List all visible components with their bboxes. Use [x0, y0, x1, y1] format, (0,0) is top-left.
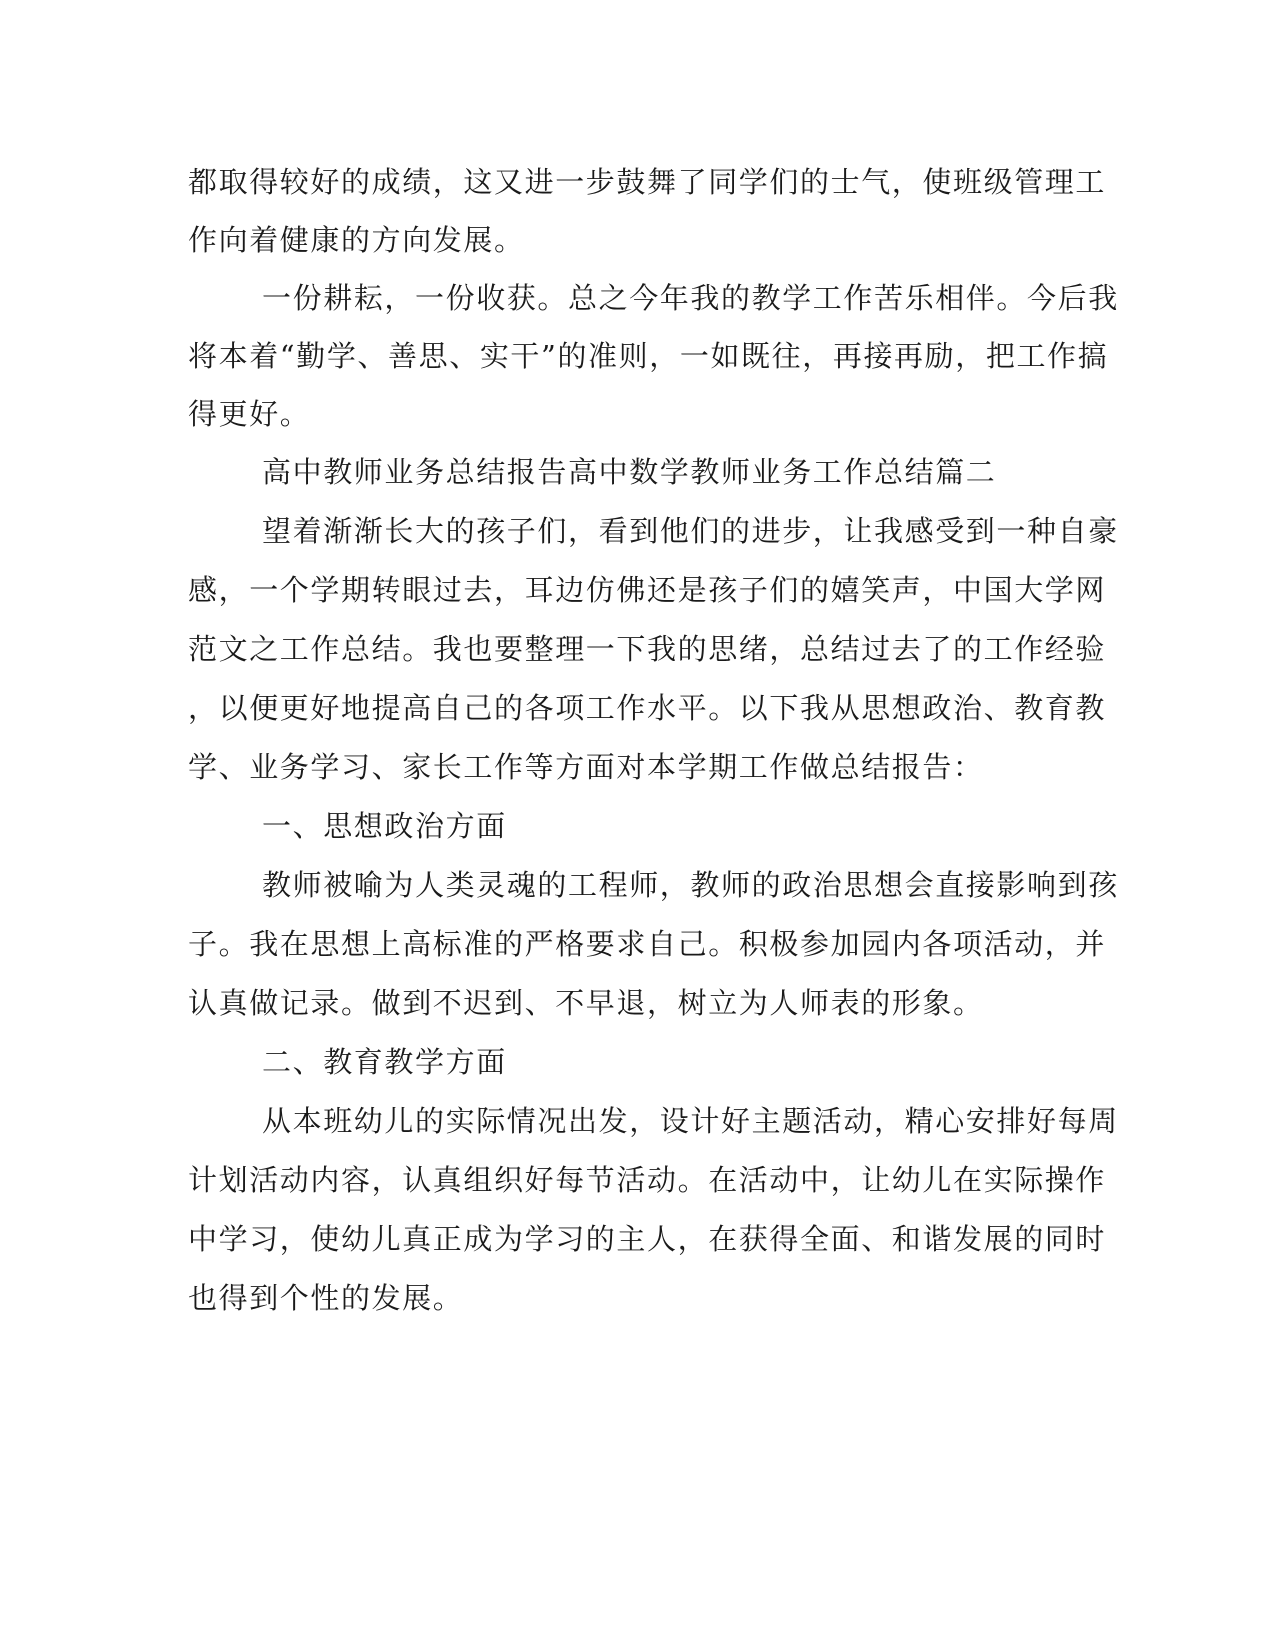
text-line: 将本着“勤学、善思、实干”的准则，一如既往，再接再励，把工作搞 — [188, 339, 1109, 373]
text-line: 学、业务学习、家长工作等方面对本学期工作做总结报告： — [188, 750, 984, 784]
text-line: 也得到个性的发展。 — [188, 1281, 464, 1315]
section-heading: 一、思想政治方面 — [262, 809, 507, 843]
text-line: 中学习，使幼儿真正成为学习的主人，在获得全面、和谐发展的同时 — [188, 1222, 1107, 1256]
text-line: 得更好。 — [188, 397, 311, 431]
text-line: 计划活动内容，认真组织好每节活动。在活动中，让幼儿在实际操作 — [188, 1163, 1107, 1197]
paragraph-start-line: 望着渐渐长大的孩子们，看到他们的进步，让我感受到一种自豪 — [262, 514, 1119, 548]
text-line: 都取得较好的成绩，这又进一步鼓舞了同学们的士气，使班级管理工 — [188, 165, 1107, 199]
text-line: 子。我在思想上高标准的严格要求自己。积极参加园内各项活动，并 — [188, 927, 1107, 961]
section-heading: 二、教育教学方面 — [262, 1045, 507, 1079]
text-line: ，以便更好地提高自己的各项工作水平。以下我从思想政治、教育教 — [188, 691, 1107, 725]
section-title: 高中教师业务总结报告高中数学教师业务工作总结篇二 — [262, 455, 997, 489]
paragraph-start-line: 一份耕耘，一份收获。总之今年我的教学工作苦乐相伴。今后我 — [262, 281, 1119, 315]
text-line: 范文之工作总结。我也要整理一下我的思绪，总结过去了的工作经验 — [188, 632, 1107, 666]
paragraph-start-line: 教师被喻为人类灵魂的工程师，教师的政治思想会直接影响到孩 — [262, 868, 1119, 902]
paragraph-start-line: 从本班幼儿的实际情况出发，设计好主题活动，精心安排好每周 — [262, 1104, 1119, 1138]
text-line: 作向着健康的方向发展。 — [188, 223, 525, 257]
text-line: 认真做记录。做到不迟到、不早退，树立为人师表的形象。 — [188, 986, 984, 1020]
text-line: 感，一个学期转眼过去，耳边仿佛还是孩子们的嬉笑声，中国大学网 — [188, 573, 1107, 607]
